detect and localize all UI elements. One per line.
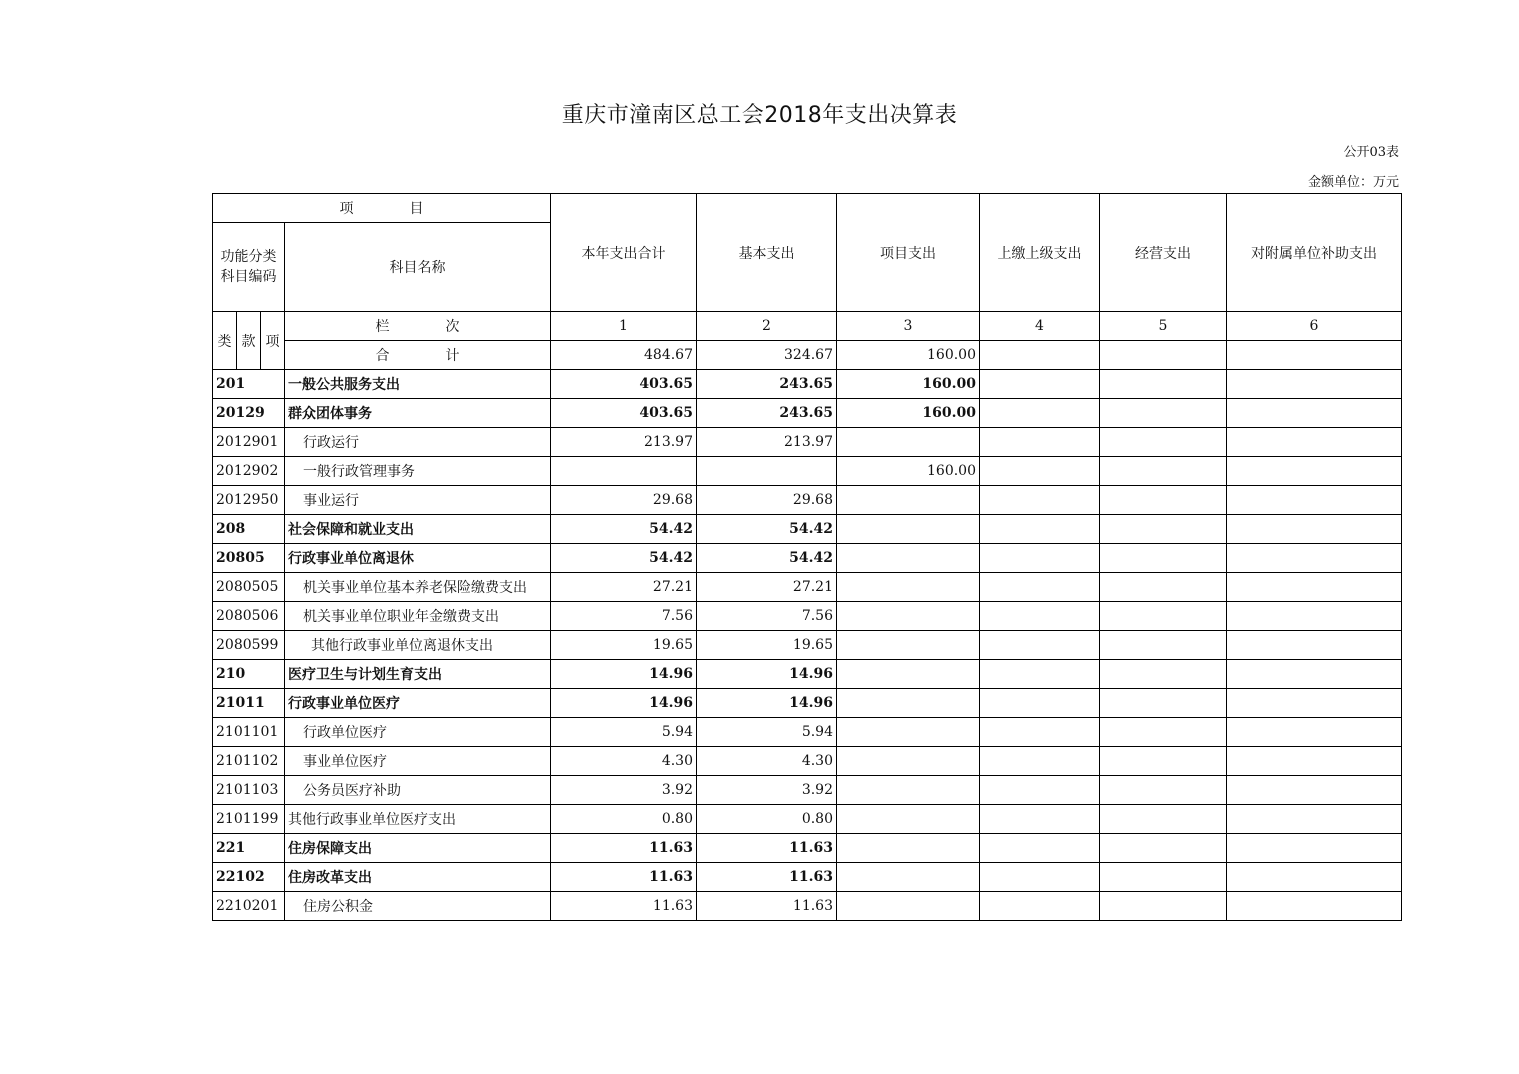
row-basic: 19.65: [697, 631, 837, 660]
row-project: [837, 834, 980, 863]
table-row: [213, 892, 1402, 921]
row-code: 2012902: [213, 457, 285, 486]
row-subsidy: [1227, 428, 1402, 457]
row-name: 住房公积金: [285, 892, 551, 921]
row-name: 行政事业单位医疗: [285, 689, 551, 718]
row-upper: [980, 573, 1100, 602]
row-upper: [980, 457, 1100, 486]
heji-basic: 324.67: [697, 341, 837, 370]
row-name: 其他行政事业单位医疗支出: [285, 805, 551, 834]
row-basic: 7.56: [697, 602, 837, 631]
row-upper: [980, 544, 1100, 573]
row-basic: 3.92: [697, 776, 837, 805]
row-name: 行政单位医疗: [285, 718, 551, 747]
row-code: 2101102: [213, 747, 285, 776]
row-basic: 213.97: [697, 428, 837, 457]
row-subsidy: [1227, 602, 1402, 631]
row-name: 机关事业单位基本养老保险缴费支出: [285, 573, 551, 602]
row-business: [1100, 747, 1227, 776]
row-upper: [980, 428, 1100, 457]
col-header-business: 经营支出: [1100, 194, 1227, 312]
project-header: 项 目: [213, 194, 551, 223]
row-business: [1100, 370, 1227, 399]
row-name: 住房保障支出: [285, 834, 551, 863]
row-subsidy: [1227, 573, 1402, 602]
row-basic: 11.63: [697, 863, 837, 892]
col-number-5: 5: [1100, 312, 1227, 341]
expenditure-table: [212, 193, 1402, 921]
row-subsidy: [1227, 834, 1402, 863]
table-row: [213, 776, 1402, 805]
row-upper: [980, 602, 1100, 631]
row-subsidy: [1227, 747, 1402, 776]
col-header-upper: 上缴上级支出: [980, 194, 1100, 312]
code-header-line2: 科目编码: [220, 269, 277, 285]
row-name: 行政事业单位离退休: [285, 544, 551, 573]
row-subsidy: [1227, 718, 1402, 747]
row-code: 2080505: [213, 573, 285, 602]
heji-label: 合 计: [285, 341, 551, 370]
row-subsidy: [1227, 805, 1402, 834]
row-business: [1100, 457, 1227, 486]
row-project: [837, 602, 980, 631]
row-project: [837, 544, 980, 573]
row-project: [837, 892, 980, 921]
heji-business: [1100, 341, 1227, 370]
row-code: 20129: [213, 399, 285, 428]
row-basic: 27.21: [697, 573, 837, 602]
row-subsidy: [1227, 515, 1402, 544]
col-number-3: 3: [837, 312, 980, 341]
row-total: 54.42: [551, 515, 697, 544]
table-row: [213, 544, 1402, 573]
row-basic: 5.94: [697, 718, 837, 747]
heji-project: 160.00: [837, 341, 980, 370]
row-upper: [980, 747, 1100, 776]
table-row: [213, 399, 1402, 428]
row-project: [837, 747, 980, 776]
row-code: 221: [213, 834, 285, 863]
header-row-project: [213, 194, 1402, 223]
row-project: [837, 631, 980, 660]
col-number-4: 4: [980, 312, 1100, 341]
row-name: 医疗卫生与计划生育支出: [285, 660, 551, 689]
row-upper: [980, 863, 1100, 892]
row-total: 3.92: [551, 776, 697, 805]
row-subsidy: [1227, 892, 1402, 921]
row-project: 160.00: [837, 457, 980, 486]
code-header: [213, 223, 285, 312]
row-business: [1100, 631, 1227, 660]
row-code: 210: [213, 660, 285, 689]
row-total: 11.63: [551, 892, 697, 921]
row-business: [1100, 573, 1227, 602]
row-total: 19.65: [551, 631, 697, 660]
row-upper: [980, 776, 1100, 805]
row-business: [1100, 776, 1227, 805]
row-total: 11.63: [551, 834, 697, 863]
row-total: 29.68: [551, 486, 697, 515]
row-basic: 0.80: [697, 805, 837, 834]
row-subsidy: [1227, 776, 1402, 805]
name-header: 科目名称: [285, 223, 551, 312]
row-name: 住房改革支出: [285, 863, 551, 892]
row-project: [837, 573, 980, 602]
row-project: [837, 718, 980, 747]
row-total: 14.96: [551, 689, 697, 718]
row-project: [837, 689, 980, 718]
row-project: [837, 428, 980, 457]
row-basic: 4.30: [697, 747, 837, 776]
row-name: 事业运行: [285, 486, 551, 515]
row-subsidy: [1227, 399, 1402, 428]
row-upper: [980, 486, 1100, 515]
row-business: [1100, 718, 1227, 747]
row-basic: 29.68: [697, 486, 837, 515]
code-header-line1: 功能分类: [220, 249, 277, 265]
lei-header: 类: [213, 312, 237, 370]
col-header-total: 本年支出合计: [551, 194, 697, 312]
row-upper: [980, 370, 1100, 399]
row-basic: 243.65: [697, 399, 837, 428]
row-upper: [980, 892, 1100, 921]
row-business: [1100, 892, 1227, 921]
row-basic: 54.42: [697, 544, 837, 573]
row-code: 2101199: [213, 805, 285, 834]
table-row: [213, 805, 1402, 834]
amount-unit: 金额单位：万元: [1307, 175, 1399, 190]
row-code: 2210201: [213, 892, 285, 921]
row-project: [837, 776, 980, 805]
table-row: [213, 457, 1402, 486]
col-header-project: 项目支出: [837, 194, 980, 312]
row-subsidy: [1227, 689, 1402, 718]
row-name: 事业单位医疗: [285, 747, 551, 776]
lanci-label: 栏 次: [285, 312, 551, 341]
row-code: 2012901: [213, 428, 285, 457]
xiang-header: 项: [261, 312, 285, 370]
row-total: 5.94: [551, 718, 697, 747]
row-project: [837, 515, 980, 544]
row-project: [837, 660, 980, 689]
row-upper: [980, 834, 1100, 863]
table-row: [213, 486, 1402, 515]
row-project: [837, 805, 980, 834]
table-row: [213, 515, 1402, 544]
table-row: [213, 747, 1402, 776]
row-total: 54.42: [551, 544, 697, 573]
row-total: 213.97: [551, 428, 697, 457]
table-row: [213, 863, 1402, 892]
table-row: [213, 689, 1402, 718]
row-total: 403.65: [551, 399, 697, 428]
row-code: 208: [213, 515, 285, 544]
row-subsidy: [1227, 457, 1402, 486]
row-code: 201: [213, 370, 285, 399]
heji-total: 484.67: [551, 341, 697, 370]
row-code: 2101101: [213, 718, 285, 747]
row-basic: 14.96: [697, 689, 837, 718]
header-row-lanci: [213, 312, 1402, 341]
table-row: [213, 370, 1402, 399]
row-subsidy: [1227, 631, 1402, 660]
row-code: 2080599: [213, 631, 285, 660]
table-row: [213, 834, 1402, 863]
row-upper: [980, 689, 1100, 718]
row-business: [1100, 689, 1227, 718]
row-name: 社会保障和就业支出: [285, 515, 551, 544]
row-business: [1100, 834, 1227, 863]
row-business: [1100, 486, 1227, 515]
row-code: 2012950: [213, 486, 285, 515]
total-row: [213, 341, 1402, 370]
table-row: [213, 428, 1402, 457]
row-name: 一般行政管理事务: [285, 457, 551, 486]
row-upper: [980, 805, 1100, 834]
row-subsidy: [1227, 486, 1402, 515]
row-business: [1100, 805, 1227, 834]
col-number-1: 1: [551, 312, 697, 341]
row-name: 机关事业单位职业年金缴费支出: [285, 602, 551, 631]
heji-upper: [980, 341, 1100, 370]
col-header-basic: 基本支出: [697, 194, 837, 312]
row-code: 20805: [213, 544, 285, 573]
table-row: [213, 631, 1402, 660]
row-total: 27.21: [551, 573, 697, 602]
row-upper: [980, 660, 1100, 689]
table-row: [213, 573, 1402, 602]
row-total: 11.63: [551, 863, 697, 892]
row-subsidy: [1227, 660, 1402, 689]
row-project: 160.00: [837, 370, 980, 399]
table-row: [213, 660, 1402, 689]
row-basic: 54.42: [697, 515, 837, 544]
row-basic: 243.65: [697, 370, 837, 399]
row-code: 22102: [213, 863, 285, 892]
col-header-subsidy: 对附属单位补助支出: [1227, 194, 1402, 312]
row-total: 14.96: [551, 660, 697, 689]
row-business: [1100, 602, 1227, 631]
row-upper: [980, 718, 1100, 747]
row-code: 21011: [213, 689, 285, 718]
col-number-2: 2: [697, 312, 837, 341]
row-name: 公务员医疗补助: [285, 776, 551, 805]
heji-subsidy: [1227, 341, 1402, 370]
row-basic: [697, 457, 837, 486]
row-total: 4.30: [551, 747, 697, 776]
col-number-6: 6: [1227, 312, 1402, 341]
row-upper: [980, 515, 1100, 544]
row-basic: 14.96: [697, 660, 837, 689]
row-business: [1100, 515, 1227, 544]
row-basic: 11.63: [697, 892, 837, 921]
row-total: 7.56: [551, 602, 697, 631]
row-business: [1100, 428, 1227, 457]
form-number: 公开03表: [1343, 145, 1399, 160]
row-basic: 11.63: [697, 834, 837, 863]
row-code: 2101103: [213, 776, 285, 805]
row-subsidy: [1227, 863, 1402, 892]
row-total: [551, 457, 697, 486]
row-name: 行政运行: [285, 428, 551, 457]
row-project: 160.00: [837, 399, 980, 428]
row-business: [1100, 863, 1227, 892]
row-business: [1100, 544, 1227, 573]
report-title: 重庆市潼南区总工会2018年支出决算表: [561, 103, 958, 128]
table-row: [213, 602, 1402, 631]
row-upper: [980, 399, 1100, 428]
row-project: [837, 486, 980, 515]
row-total: 0.80: [551, 805, 697, 834]
row-business: [1100, 399, 1227, 428]
row-business: [1100, 660, 1227, 689]
row-name: 群众团体事务: [285, 399, 551, 428]
kuan-header: 款: [237, 312, 261, 370]
row-upper: [980, 631, 1100, 660]
row-name: 其他行政事业单位离退休支出: [285, 631, 551, 660]
row-name: 一般公共服务支出: [285, 370, 551, 399]
row-subsidy: [1227, 544, 1402, 573]
table-row: [213, 718, 1402, 747]
row-project: [837, 863, 980, 892]
row-total: 403.65: [551, 370, 697, 399]
row-code: 2080506: [213, 602, 285, 631]
row-subsidy: [1227, 370, 1402, 399]
